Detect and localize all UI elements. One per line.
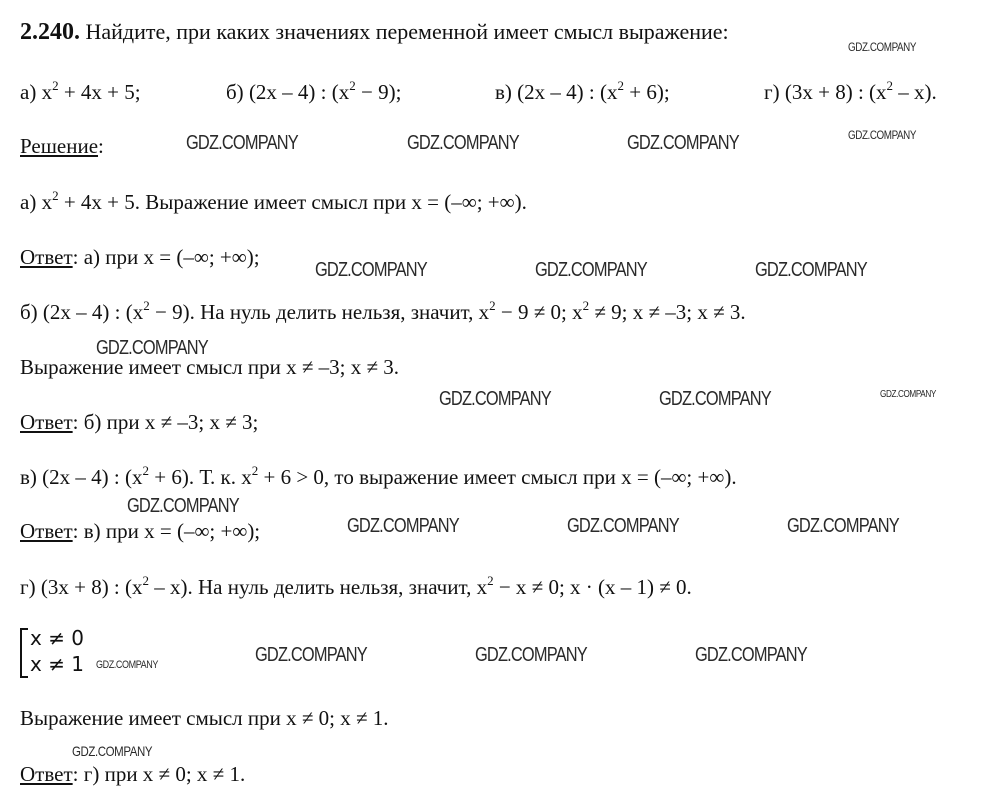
watermark: GDZ.COMPANY (186, 132, 298, 154)
answer-b: Ответ: б) при x ≠ –3; x ≠ 3; (20, 410, 259, 434)
solution-a: а) $x^2 + 4x + 5$. Выражение имеет смысл при x = (–∞; +∞). (20, 188, 527, 214)
answer-g: Ответ: г) при x ≠ 0; x ≠ 1. (20, 762, 246, 786)
watermark: GDZ.COMPANY (475, 644, 587, 666)
answer-label: Ответ (20, 245, 73, 269)
task-statement (20, 20, 729, 44)
task-number: 2.240. (20, 19, 80, 45)
system-row-1: x ≠ 0 (30, 626, 85, 650)
watermark: GDZ.COMPANY (96, 659, 158, 671)
solution-label: Решение (20, 134, 99, 158)
watermark: GDZ.COMPANY (755, 259, 867, 281)
watermark: GDZ.COMPANY (695, 644, 807, 666)
solution-b: б) (2x – 4) : $(x^2 - 9)$. На нуль делить нельзя, значит, $x^2 - 9 \ne 0$; $x^2 \ne 9$; x ≠ –3; x ≠ 3. (20, 298, 746, 324)
watermark: GDZ.COMPANY (127, 495, 239, 517)
answer-label: Ответ (20, 410, 73, 434)
watermark: GDZ.COMPANY (567, 515, 679, 537)
conclusion-g: Выражение имеет смысл при x ≠ 0; x ≠ 1. (20, 706, 389, 730)
answer-label: Ответ (20, 519, 73, 543)
item-a: а) $x^2 + 4x + 5$; (20, 78, 141, 104)
watermark: GDZ.COMPANY (848, 128, 917, 142)
watermark: GDZ.COMPANY (627, 132, 739, 154)
solution-heading: Решение: (20, 134, 104, 158)
item-g: г) (3x + 8) : $(x^2 - x)$. (764, 78, 937, 104)
task-text: Найдите, при каких значениях переменной имеет смысл выражение: (85, 19, 729, 44)
watermark: GDZ.COMPANY (659, 388, 771, 410)
watermark: GDZ.COMPANY (315, 259, 427, 281)
watermark: GDZ.COMPANY (255, 644, 367, 666)
item-v: в) (2x – 4) : $(x^2 + 6)$; (495, 78, 670, 104)
solution-v: в) (2x – 4) : $(x^2 + 6)$. Т. к. $x^2 + 6 > 0$, то выражение имеет смысл при x = (–∞; +∞). (20, 463, 737, 489)
watermark: GDZ.COMPANY (407, 132, 519, 154)
system-row-2: x ≠ 1 (30, 652, 85, 676)
solution-g: г) (3x + 8) : $(x^2 - x)$. На нуль делить нельзя, значит, $x^2 - x \ne 0$; x · (x – 1) ≠ 0. (20, 573, 692, 599)
watermark: GDZ.COMPANY (848, 40, 917, 54)
watermark: GDZ.COMPANY (347, 515, 459, 537)
watermark: GDZ.COMPANY (439, 388, 551, 410)
system-brace (20, 628, 28, 678)
watermark: GDZ.COMPANY (535, 259, 647, 281)
watermark: GDZ.COMPANY (880, 389, 936, 400)
conclusion-b: Выражение имеет смысл при x ≠ –3; x ≠ 3. (20, 355, 400, 379)
watermark: GDZ.COMPANY (96, 337, 208, 359)
watermark: GDZ.COMPANY (787, 515, 899, 537)
watermark: GDZ.COMPANY (72, 743, 153, 759)
answer-v: Ответ: в) при x = (–∞; +∞); (20, 519, 261, 543)
answer-a: Ответ: а) при x = (–∞; +∞); (20, 245, 260, 269)
items-row (20, 80, 141, 104)
item-b: б) (2x – 4) : $(x^2 - 9)$; (226, 78, 402, 104)
answer-label: Ответ (20, 762, 73, 786)
